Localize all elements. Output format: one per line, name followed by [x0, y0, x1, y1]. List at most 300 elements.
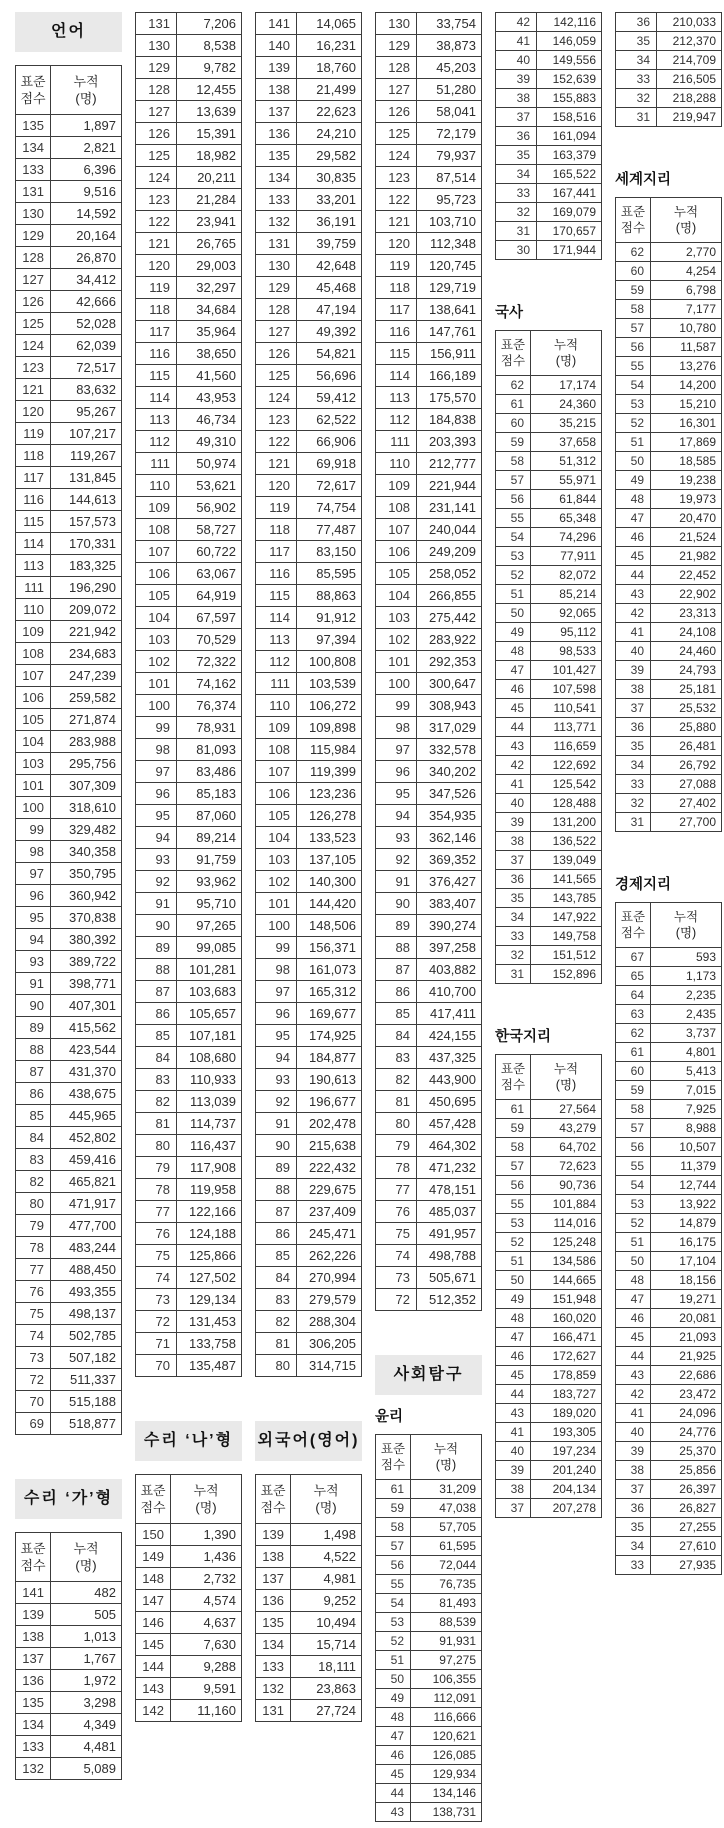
- cumulative-cell: 45,468: [297, 277, 362, 299]
- table-row: [16, 1259, 122, 1281]
- cumulative-cell: 31,209: [411, 1480, 482, 1499]
- cumulative-cell: 14,065: [297, 13, 362, 35]
- cumulative-cell: 101,427: [531, 661, 602, 680]
- table-row: [16, 1127, 122, 1149]
- score-cell: 76: [16, 1281, 51, 1303]
- cumulative-cell: 210,033: [657, 13, 722, 32]
- table-row: [136, 1069, 242, 1091]
- score-cell: 34: [496, 165, 537, 184]
- score-cell: 41: [496, 775, 531, 794]
- cumulative-cell: 1,498: [291, 1524, 362, 1546]
- score-cell: 33: [616, 1556, 651, 1575]
- cumulative-cell: 26,827: [651, 1499, 722, 1518]
- table-row: [376, 981, 482, 1003]
- table-row: [256, 1289, 362, 1311]
- cumulative-cell: 72,044: [411, 1556, 482, 1575]
- score-cell: 39: [616, 661, 651, 680]
- score-cell: 132: [256, 211, 297, 233]
- cumulative-cell: 72,322: [177, 651, 242, 673]
- cumulative-cell: 12,744: [651, 1176, 722, 1195]
- cumulative-cell: 471,232: [417, 1157, 482, 1179]
- table-row: [376, 629, 482, 651]
- score-cell: 54: [616, 1176, 651, 1195]
- table-header-row: [496, 1055, 602, 1100]
- table-row: [376, 1518, 482, 1537]
- table-row: [616, 1518, 722, 1537]
- score-cell: 48: [496, 1309, 531, 1328]
- cumulative-cell: 350,795: [51, 863, 122, 885]
- cumulative-cell: 166,189: [417, 365, 482, 387]
- score-cell: 124: [256, 387, 297, 409]
- cumulative-cell: 512,352: [417, 1289, 482, 1311]
- table-row: [136, 1267, 242, 1289]
- table-row: [376, 1245, 482, 1267]
- cumulative-cell: 32,297: [177, 277, 242, 299]
- cumulative-cell: 4,481: [51, 1736, 122, 1758]
- table-row: [256, 211, 362, 233]
- table-row: [376, 79, 482, 101]
- table-row: [376, 1025, 482, 1047]
- table-row: [16, 1670, 122, 1692]
- table-row: [256, 233, 362, 255]
- score-cell: 44: [376, 1784, 411, 1803]
- cumulative-cell: 18,156: [651, 1271, 722, 1290]
- table-row: [376, 563, 482, 585]
- cumulative-cell: 403,882: [417, 959, 482, 981]
- cumulative-cell: 196,290: [51, 577, 122, 599]
- score-cell: 59: [616, 1081, 651, 1100]
- table-row: [376, 871, 482, 893]
- table-row: [136, 211, 242, 233]
- cumulative-cell: 27,255: [651, 1518, 722, 1537]
- table-row: [616, 1081, 722, 1100]
- cumulative-cell: 201,240: [531, 1461, 602, 1480]
- cumulative-cell: 10,780: [651, 319, 722, 338]
- cumulative-cell: 5,413: [651, 1062, 722, 1081]
- cumulative-cell: 450,695: [417, 1091, 482, 1113]
- table-row: [136, 629, 242, 651]
- table-row: [16, 731, 122, 753]
- cumulative-cell: 50,974: [177, 453, 242, 475]
- score-cell: 56: [616, 338, 651, 357]
- cumulative-cell: 7,177: [651, 300, 722, 319]
- col-header-cumulative-count: 누적 (명): [51, 1533, 122, 1582]
- cumulative-cell: 178,859: [531, 1366, 602, 1385]
- table-row: [256, 1700, 362, 1722]
- cumulative-cell: 35,964: [177, 321, 242, 343]
- score-cell: 43: [376, 1803, 411, 1822]
- cumulative-cell: 212,777: [417, 453, 482, 475]
- cumulative-cell: 593: [651, 948, 722, 967]
- table-row: [616, 585, 722, 604]
- cumulative-cell: 258,052: [417, 563, 482, 585]
- score-cell: 119: [16, 423, 51, 445]
- table-row: [616, 775, 722, 794]
- table-row: [616, 300, 722, 319]
- cumulative-cell: 138,641: [417, 299, 482, 321]
- table-row: [136, 1590, 242, 1612]
- table-row: [136, 1223, 242, 1245]
- score-cell: 84: [256, 1267, 297, 1289]
- table-row: [496, 661, 602, 680]
- cumulative-cell: 183,727: [531, 1385, 602, 1404]
- table-row: [496, 1480, 602, 1499]
- score-cell: 51: [496, 585, 531, 604]
- score-cell: 123: [376, 167, 417, 189]
- table-row: [256, 1025, 362, 1047]
- table-row: [136, 101, 242, 123]
- table-row: [256, 189, 362, 211]
- score-cell: 34: [496, 908, 531, 927]
- cumulative-cell: 4,522: [291, 1546, 362, 1568]
- score-cell: 95: [256, 1025, 297, 1047]
- cumulative-cell: 95,112: [531, 623, 602, 642]
- sub-title-economic-geography: 경제지리: [615, 877, 672, 893]
- score-cell: 109: [16, 621, 51, 643]
- table-row: [16, 929, 122, 951]
- column-5: [495, 12, 602, 1828]
- score-cell: 116: [16, 489, 51, 511]
- table-ethics: [375, 1434, 482, 1822]
- score-cell: 104: [136, 607, 177, 629]
- score-cell: 82: [16, 1171, 51, 1193]
- score-cell: 105: [136, 585, 177, 607]
- cumulative-cell: 407,301: [51, 995, 122, 1017]
- table-row: [16, 181, 122, 203]
- table-row: [376, 1632, 482, 1651]
- table-row: [136, 453, 242, 475]
- cumulative-cell: 141,565: [531, 870, 602, 889]
- score-cell: 82: [376, 1069, 417, 1091]
- score-cell: 122: [376, 189, 417, 211]
- cumulative-cell: 7,925: [651, 1100, 722, 1119]
- cumulative-cell: 221,944: [417, 475, 482, 497]
- score-cell: 86: [136, 1003, 177, 1025]
- table-row: [16, 687, 122, 709]
- score-cell: 120: [376, 233, 417, 255]
- table-row: [256, 1179, 362, 1201]
- table-row: [616, 718, 722, 737]
- cumulative-cell: 169,079: [537, 203, 602, 222]
- table-row: [16, 1061, 122, 1083]
- score-cell: 74: [136, 1267, 177, 1289]
- table-row: [616, 737, 722, 756]
- cumulative-cell: 60,722: [177, 541, 242, 563]
- cumulative-cell: 161,094: [537, 127, 602, 146]
- score-cell: 143: [136, 1678, 171, 1700]
- score-cell: 111: [256, 673, 297, 695]
- table-row: [496, 699, 602, 718]
- cumulative-cell: 196,677: [297, 1091, 362, 1113]
- score-cell: 128: [136, 79, 177, 101]
- col-header-standard-score: 표준 점수: [616, 198, 651, 243]
- score-cell: 120: [256, 475, 297, 497]
- table-row: [616, 262, 722, 281]
- table-row: [616, 338, 722, 357]
- score-cell: 44: [616, 1347, 651, 1366]
- cumulative-cell: 431,370: [51, 1061, 122, 1083]
- table-row: [256, 57, 362, 79]
- cumulative-cell: 30,835: [297, 167, 362, 189]
- score-cell: 55: [616, 1157, 651, 1176]
- cumulative-cell: 370,838: [51, 907, 122, 929]
- table-row: [376, 717, 482, 739]
- cumulative-cell: 22,902: [651, 585, 722, 604]
- cumulative-cell: 1,390: [171, 1524, 242, 1546]
- cumulative-cell: 493,355: [51, 1281, 122, 1303]
- table-economic-geography: [615, 902, 722, 1575]
- table-header-row: [16, 1533, 122, 1582]
- table-row: [136, 365, 242, 387]
- score-cell: 90: [136, 915, 177, 937]
- table-row: [16, 247, 122, 269]
- table-row: [376, 651, 482, 673]
- cumulative-cell: 107,598: [531, 680, 602, 699]
- score-cell: 110: [136, 475, 177, 497]
- table-row: [16, 643, 122, 665]
- score-cell: 75: [136, 1245, 177, 1267]
- score-cell: 121: [16, 379, 51, 401]
- score-cell: 35: [496, 889, 531, 908]
- score-cell: 58: [496, 1138, 531, 1157]
- score-cell: 118: [16, 445, 51, 467]
- score-cell: 53: [496, 1214, 531, 1233]
- score-cell: 139: [256, 1524, 291, 1546]
- score-cell: 144: [136, 1656, 171, 1678]
- score-cell: 101: [376, 651, 417, 673]
- table-row: [136, 1025, 242, 1047]
- cumulative-cell: 184,877: [297, 1047, 362, 1069]
- score-cell: 127: [376, 79, 417, 101]
- table-row: [376, 365, 482, 387]
- table-row: [496, 376, 602, 395]
- table-row: [16, 599, 122, 621]
- score-cell: 135: [16, 1692, 51, 1714]
- table-row: [376, 607, 482, 629]
- table-row: [16, 1149, 122, 1171]
- cumulative-cell: 308,943: [417, 695, 482, 717]
- table-row: [256, 1590, 362, 1612]
- score-cell: 138: [256, 79, 297, 101]
- cumulative-cell: 360,942: [51, 885, 122, 907]
- score-cell: 85: [376, 1003, 417, 1025]
- score-cell: 55: [376, 1575, 411, 1594]
- cumulative-cell: 25,856: [651, 1461, 722, 1480]
- score-cell: 122: [136, 211, 177, 233]
- table-row: [136, 1113, 242, 1135]
- score-cell: 51: [496, 1252, 531, 1271]
- table-row: [496, 737, 602, 756]
- cumulative-cell: 88,539: [411, 1613, 482, 1632]
- col-header-standard-score: 표준 점수: [16, 66, 51, 115]
- column-2: [135, 12, 242, 1828]
- table-row: [376, 1708, 482, 1727]
- cumulative-cell: 340,202: [417, 761, 482, 783]
- cumulative-cell: 122,692: [531, 756, 602, 775]
- cumulative-cell: 33,201: [297, 189, 362, 211]
- score-cell: 134: [256, 1634, 291, 1656]
- table-row: [256, 651, 362, 673]
- score-cell: 94: [16, 929, 51, 951]
- column-1: [15, 12, 122, 1828]
- score-cell: 88: [376, 937, 417, 959]
- score-cell: 120: [16, 401, 51, 423]
- table-row: [496, 1442, 602, 1461]
- cumulative-cell: 27,700: [651, 813, 722, 832]
- cumulative-cell: 101,884: [531, 1195, 602, 1214]
- cumulative-cell: 27,610: [651, 1537, 722, 1556]
- table-row: [616, 1537, 722, 1556]
- cumulative-cell: 17,104: [651, 1252, 722, 1271]
- score-cell: 83: [16, 1149, 51, 1171]
- cumulative-cell: 119,399: [297, 761, 362, 783]
- score-cell: 45: [496, 699, 531, 718]
- cumulative-cell: 10,494: [291, 1612, 362, 1634]
- table-row: [496, 165, 602, 184]
- cumulative-cell: 43,279: [531, 1119, 602, 1138]
- table-row: [136, 1568, 242, 1590]
- score-cell: 40: [496, 51, 537, 70]
- cumulative-cell: 14,200: [651, 376, 722, 395]
- table-row: [376, 959, 482, 981]
- table-row: [136, 1179, 242, 1201]
- cumulative-cell: 125,866: [177, 1245, 242, 1267]
- score-cell: 57: [496, 471, 531, 490]
- table-row: [616, 414, 722, 433]
- score-cell: 38: [496, 832, 531, 851]
- table-row: [496, 70, 602, 89]
- score-cell: 129: [256, 277, 297, 299]
- table-row: [376, 1594, 482, 1613]
- cumulative-cell: 10,507: [651, 1138, 722, 1157]
- score-cell: 135: [256, 1612, 291, 1634]
- cumulative-cell: 17,174: [531, 376, 602, 395]
- score-cell: 115: [16, 511, 51, 533]
- cumulative-cell: 129,134: [177, 1289, 242, 1311]
- table-row: [136, 57, 242, 79]
- score-cell: 76: [376, 1201, 417, 1223]
- score-cell: 147: [136, 1590, 171, 1612]
- score-cell: 149: [136, 1546, 171, 1568]
- score-cell: 124: [16, 335, 51, 357]
- table-row: [376, 827, 482, 849]
- cumulative-cell: 70,529: [177, 629, 242, 651]
- cumulative-cell: 27,935: [651, 1556, 722, 1575]
- table-row: [496, 51, 602, 70]
- cumulative-cell: 72,617: [297, 475, 362, 497]
- section-title-math-a: 수리 ‘가’형: [15, 1479, 122, 1519]
- score-cell: 110: [256, 695, 297, 717]
- cumulative-cell: 119,267: [51, 445, 122, 467]
- table-row: [496, 851, 602, 870]
- table-row: [136, 1311, 242, 1333]
- score-cell: 42: [496, 13, 537, 32]
- score-cell: 36: [616, 13, 657, 32]
- table-row: [496, 395, 602, 414]
- cumulative-cell: 78,931: [177, 717, 242, 739]
- table-row: [376, 1651, 482, 1670]
- table-row: [256, 321, 362, 343]
- table-row: [256, 13, 362, 35]
- cumulative-cell: 240,044: [417, 519, 482, 541]
- score-cell: 53: [496, 547, 531, 566]
- table-row: [16, 313, 122, 335]
- table-header-row: [136, 1475, 242, 1524]
- table-row: [16, 269, 122, 291]
- score-cell: 56: [496, 1176, 531, 1195]
- score-cell: 139: [16, 1604, 51, 1626]
- cumulative-cell: 229,675: [297, 1179, 362, 1201]
- score-cell: 99: [136, 717, 177, 739]
- score-cell: 127: [136, 101, 177, 123]
- table-row: [136, 255, 242, 277]
- cumulative-cell: 74,754: [297, 497, 362, 519]
- cumulative-cell: 11,379: [651, 1157, 722, 1176]
- cumulative-cell: 152,639: [537, 70, 602, 89]
- score-cell: 46: [496, 680, 531, 699]
- table-row: [616, 1214, 722, 1233]
- cumulative-cell: 29,003: [177, 255, 242, 277]
- cumulative-cell: 21,284: [177, 189, 242, 211]
- score-cell: 48: [376, 1708, 411, 1727]
- table-row: [16, 379, 122, 401]
- cumulative-cell: 221,942: [51, 621, 122, 643]
- table-row: [616, 376, 722, 395]
- cumulative-cell: 1,173: [651, 967, 722, 986]
- cumulative-cell: 119,958: [177, 1179, 242, 1201]
- score-cell: 96: [136, 783, 177, 805]
- cumulative-cell: 19,238: [651, 471, 722, 490]
- score-cell: 65: [616, 967, 651, 986]
- cumulative-cell: 106,272: [297, 695, 362, 717]
- table-row: [136, 145, 242, 167]
- cumulative-cell: 218,288: [657, 89, 722, 108]
- cumulative-cell: 511,337: [51, 1369, 122, 1391]
- score-cell: 54: [496, 528, 531, 547]
- table-row: [616, 1404, 722, 1423]
- cumulative-cell: 112,091: [411, 1689, 482, 1708]
- cumulative-cell: 25,181: [651, 680, 722, 699]
- score-cell: 41: [616, 623, 651, 642]
- score-cell: 100: [16, 797, 51, 819]
- cumulative-cell: 410,700: [417, 981, 482, 1003]
- table-row: [616, 395, 722, 414]
- table-row: [496, 1271, 602, 1290]
- table-row: [616, 1233, 722, 1252]
- table-row: [16, 577, 122, 599]
- cumulative-cell: 222,432: [297, 1157, 362, 1179]
- score-cell: 52: [616, 414, 651, 433]
- cumulative-cell: 142,116: [537, 13, 602, 32]
- cumulative-cell: 103,539: [297, 673, 362, 695]
- table-row: [16, 951, 122, 973]
- score-cell: 31: [496, 965, 531, 984]
- table-row: [16, 1039, 122, 1061]
- table-math-a: [15, 1532, 122, 1780]
- table-row: [616, 986, 722, 1005]
- table-english: [255, 1474, 362, 1722]
- table-row: [256, 409, 362, 431]
- table-row: [616, 509, 722, 528]
- cumulative-cell: 1,013: [51, 1626, 122, 1648]
- table-row: [256, 1355, 362, 1377]
- table-row: [616, 813, 722, 832]
- table-row: [616, 452, 722, 471]
- score-cell: 50: [496, 1271, 531, 1290]
- cumulative-cell: 2,235: [651, 986, 722, 1005]
- score-cell: 125: [256, 365, 297, 387]
- table-row: [256, 299, 362, 321]
